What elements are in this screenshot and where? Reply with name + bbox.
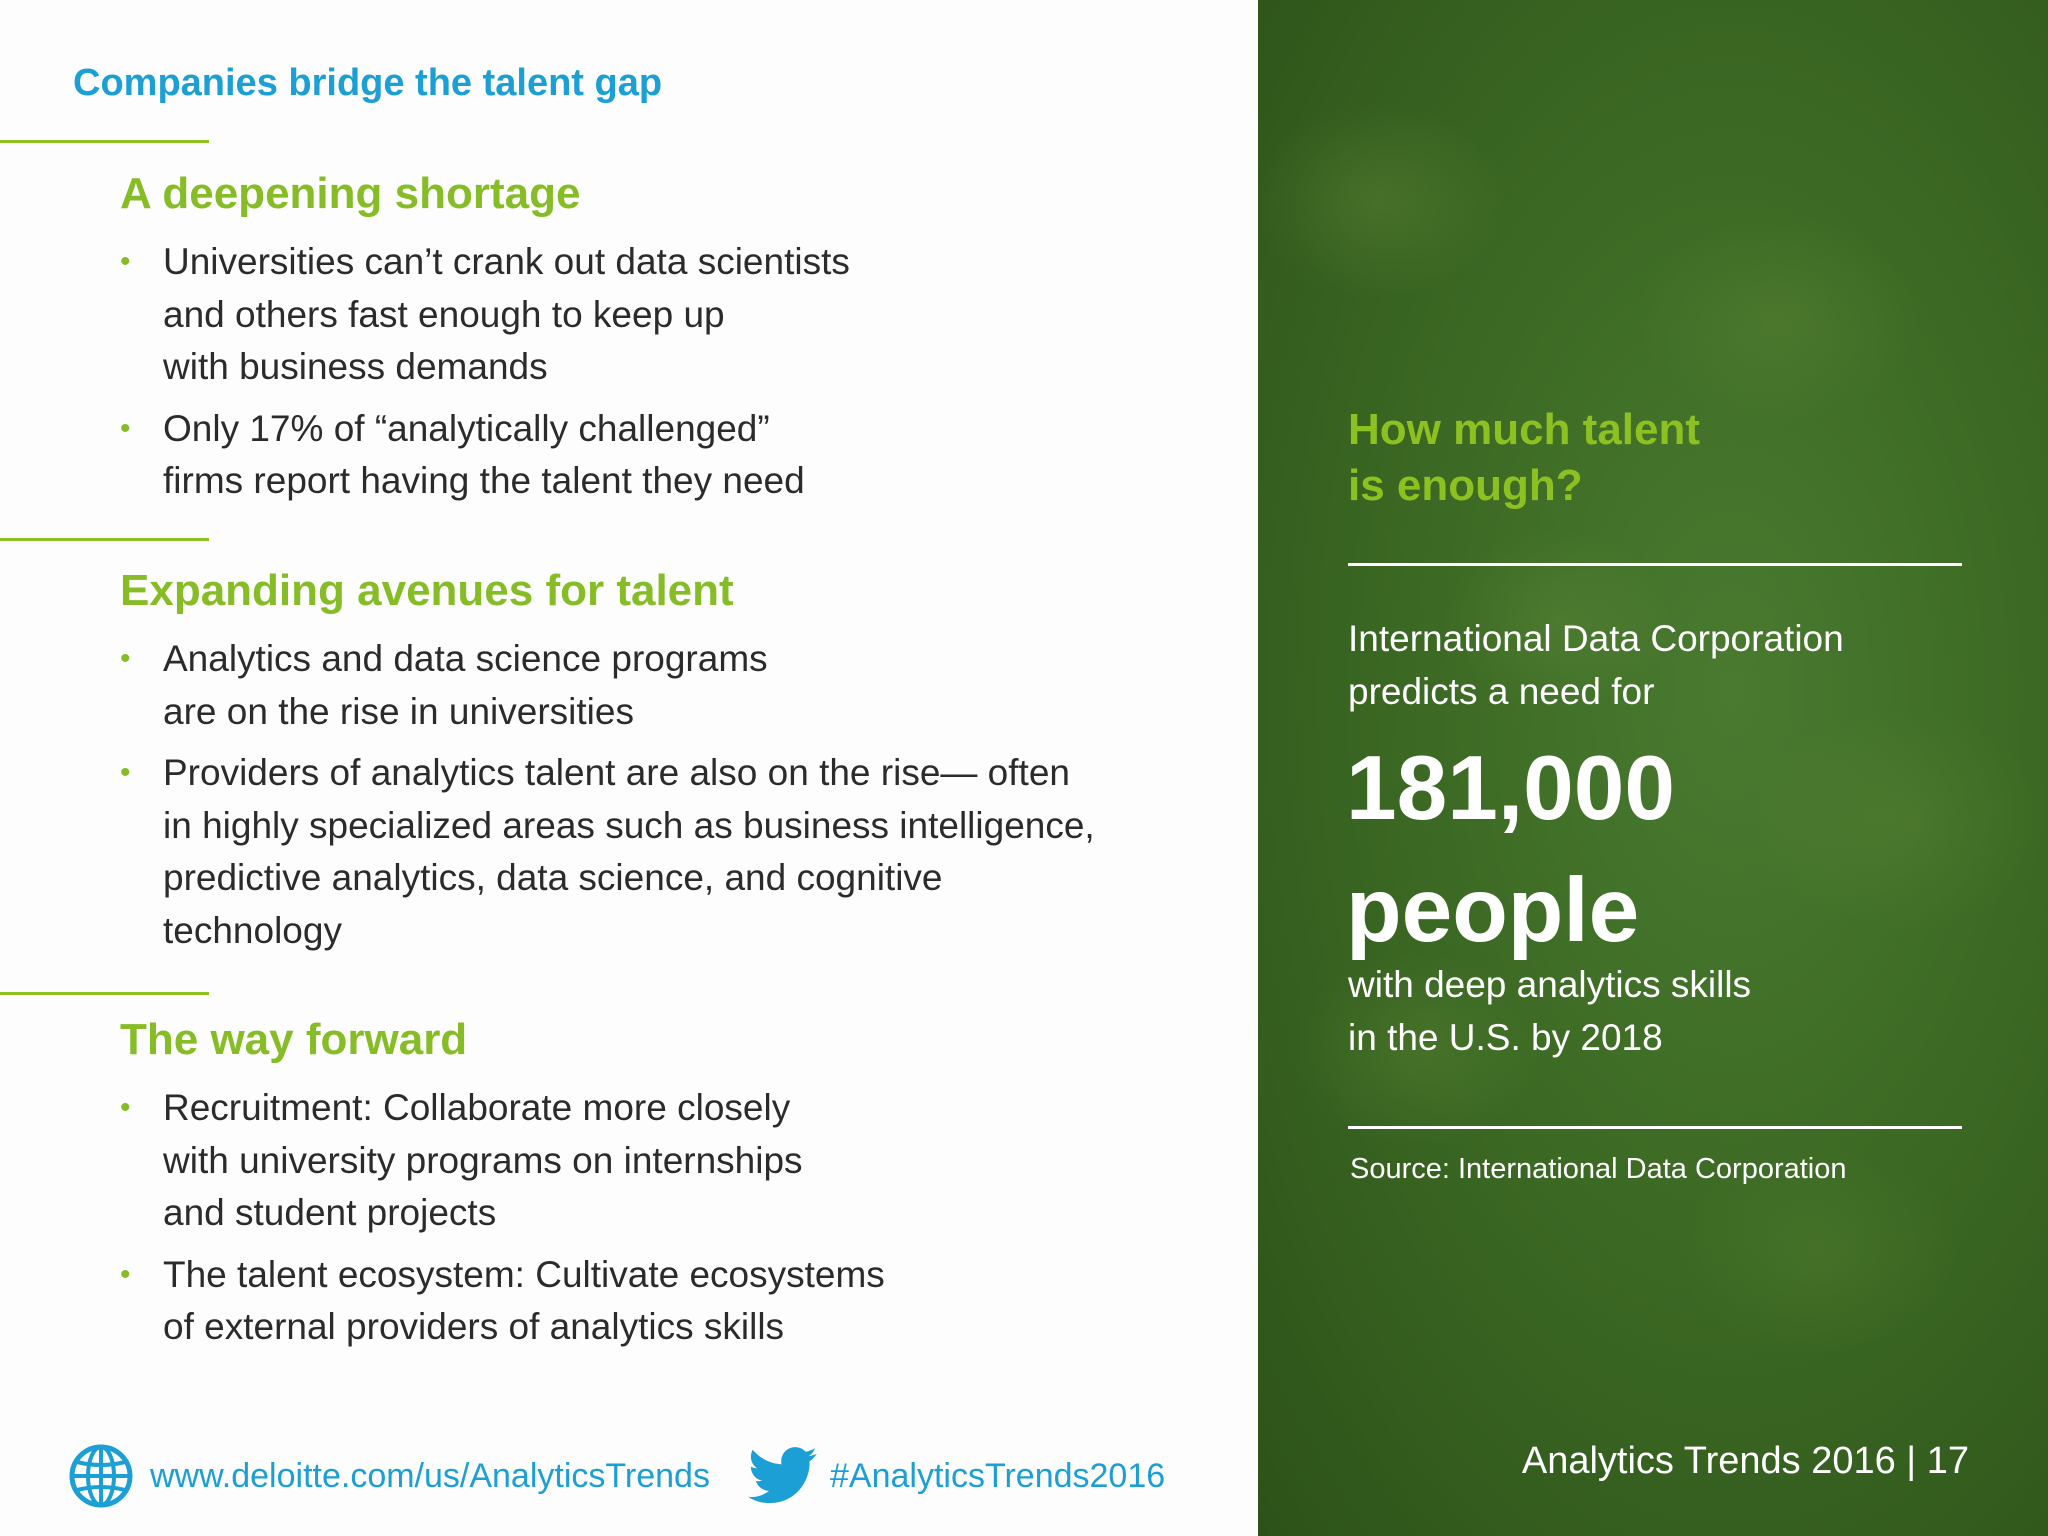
- bullet-item: • The talent ecosystem: Cultivate ecosystems of external providers of analytics skills: [120, 1249, 885, 1354]
- section-divider: [0, 992, 209, 995]
- sidebar-after: with deep analytics skills in the U.S. by 2018: [1348, 964, 1752, 1058]
- twitter-bird-icon: [748, 1445, 818, 1507]
- bullet-marker: •: [120, 1091, 131, 1124]
- big-stat: [1346, 728, 1675, 972]
- big-number: 181,000: [1346, 738, 1675, 839]
- sidebar-divider: [1348, 563, 1962, 566]
- footer-hashtag[interactable]: #AnalyticsTrends2016: [830, 1456, 1166, 1495]
- globe-icon: [68, 1443, 134, 1509]
- bullet-marker: •: [120, 411, 131, 445]
- stat-panel: [1258, 0, 2048, 1536]
- footer-hashtag-link[interactable]: [748, 1443, 1165, 1509]
- bullet-item: • Recruitment: Collaborate more closely with university programs on internships and student projects: [120, 1082, 885, 1240]
- section-way-forward: [120, 1012, 885, 1363]
- bullet-list: [120, 633, 1095, 957]
- section-divider: [0, 538, 209, 541]
- page-label: Analytics Trends 2016 | 17: [1521, 1440, 1969, 1482]
- big-word: people: [1346, 860, 1640, 961]
- bullet-list: [120, 1082, 885, 1354]
- section-heading: The way forward: [120, 1015, 468, 1064]
- bullet-item: • Analytics and data science programs are on the rise in universities: [120, 633, 1095, 738]
- section-heading: A deepening shortage: [120, 169, 581, 218]
- sidebar-question: How much talent is enough?: [1348, 405, 1701, 510]
- footer-url[interactable]: www.deloitte.com/us/AnalyticsTrends: [150, 1456, 710, 1495]
- bullet-item: • Only 17% of “analytically challenged” firms report having the talent they need: [120, 403, 850, 508]
- section-avenues: [120, 563, 1095, 966]
- bullet-item: • Universities can’t crank out data scientists and others fast enough to keep up with business demands: [120, 236, 850, 394]
- sidebar-divider: [1348, 1126, 1962, 1129]
- bullet-item: • Providers of analytics talent are also on the rise— often in highly specialized areas such as business intelligence, predictive analytics, data science, and cognitive technology: [120, 747, 1095, 957]
- bullet-marker: •: [120, 642, 131, 675]
- bullet-marker: •: [120, 245, 131, 278]
- bullet-list: [120, 236, 850, 508]
- source-note: Source: International Data Corporation: [1350, 1153, 1847, 1185]
- bullet-marker: •: [120, 1257, 131, 1291]
- section-heading: Expanding avenues for talent: [120, 566, 734, 615]
- section-shortage: [120, 166, 850, 517]
- section-divider: [0, 140, 209, 143]
- slide-title: Companies bridge the talent gap: [73, 62, 663, 104]
- footer-url-link[interactable]: [68, 1443, 710, 1509]
- bullet-marker: •: [120, 756, 131, 789]
- sidebar-intro: International Data Corporation predicts a need for: [1348, 618, 1844, 712]
